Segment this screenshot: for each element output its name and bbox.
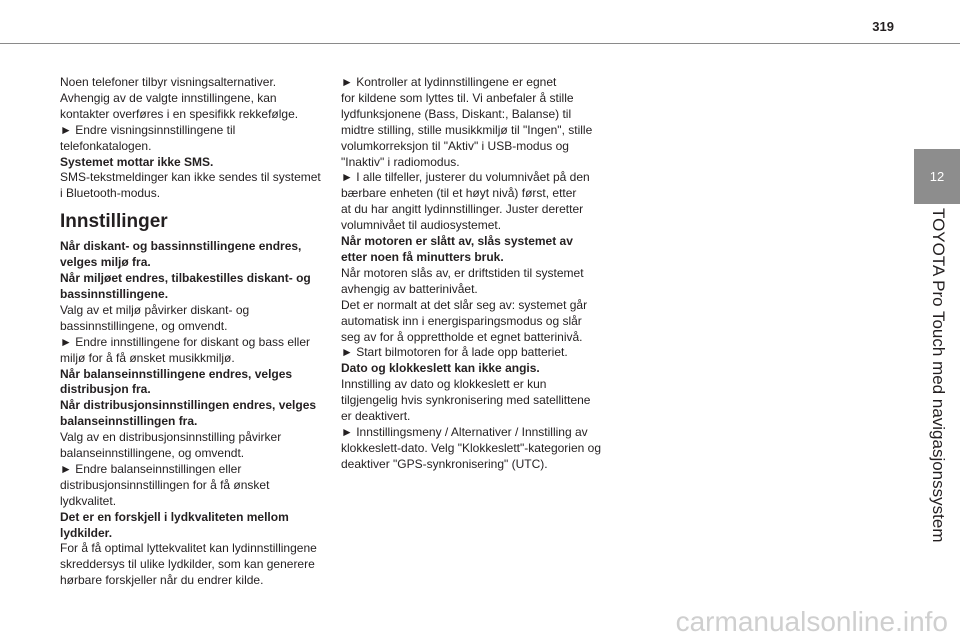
bold-text-line: balanseinnstillingen fra. [60, 414, 198, 429]
text-line: ► Endre visningsinnstillingene til [60, 122, 236, 137]
text-line: hørbare forskjeller når du endrer kilde. [60, 573, 264, 588]
bold-text-line: lydkilder. [60, 525, 113, 540]
text-line: ► Kontroller at lydinnstillingene er egnet [341, 75, 557, 89]
text-line: Valg av en distribusjonsinnstilling påvirker [60, 430, 282, 445]
text-line: Når motoren slås av, er driftstiden til systemet [341, 265, 584, 280]
text-line: lydkvalitet. [60, 493, 117, 508]
text-line: Valg av et miljø påvirker diskant- og [60, 302, 250, 317]
bold-text-line: Systemet mottar ikke SMS. [60, 154, 214, 169]
text-line: ► Endre innstillingene for diskant og bass eller [60, 334, 311, 349]
bold-text-line: Det er en forskjell i lydkvaliteten mellom [60, 509, 289, 524]
left-column [60, 75, 328, 589]
bold-text-line: distribusjon fra. [60, 382, 151, 397]
text-line: skreddersys til ulike lydkilder, som kan generere [60, 557, 315, 572]
bold-text-line: Dato og klokkeslett kan ikke angis. [341, 361, 540, 376]
bold-text-line: Når balanseinnstillingene endres, velges [60, 366, 293, 381]
text-line: Avhengig av de valgte innstillingene, kan [60, 90, 277, 105]
bold-text-line: Når motoren er slått av, slås systemet av [341, 234, 573, 249]
text-line: for kildene som lyttes til. Vi anbefaler å stille [341, 90, 574, 105]
text-line: distribusjonsinnstillingen for å få ønsket [60, 477, 270, 492]
bold-text-line: etter noen få minutters bruk. [341, 249, 504, 264]
text-line: ► Start bilmotoren for å lade opp batteriet. [341, 345, 568, 360]
header-rule [0, 43, 960, 44]
watermark: carmanualsonline.info [675, 606, 948, 637]
text-line: ► Innstillingsmeny / Alternativer / Innstilling av [341, 424, 588, 439]
text-line: bærbare enheten (til et høyt nivå) først, etter [341, 186, 577, 201]
text-line: SMS-tekstmeldinger kan ikke sendes til systemet [60, 170, 321, 185]
section-heading: Innstillinger [60, 211, 168, 233]
text-line: bassinnstillingene, og omvendt. [60, 318, 228, 333]
text-line: klokkeslett-dato. Velg "Klokkeslett"-kategorien og [341, 440, 601, 455]
text-line: ► I alle tilfeller, justerer du volumnivået på den [341, 170, 590, 185]
side-title: TOYOTA Pro Touch med navigasjonssystem [929, 208, 948, 543]
right-text-block [341, 75, 615, 473]
text-line: "Inaktiv" i radiomodus. [341, 154, 460, 169]
text-line: lydfunksjonene (Bass, Diskant:, Balanse) til [341, 106, 572, 121]
right-column [341, 75, 615, 473]
bold-text-line: bassinnstillingene. [60, 286, 169, 301]
chapter-number: 12 [929, 169, 945, 184]
settings-block [60, 239, 328, 589]
text-line: automatisk inn i energisparingsmodus og slår [341, 313, 582, 328]
bold-text-line: Når diskant- og bassinnstillingene endres, [60, 239, 302, 254]
text-line: ► Endre balanseinnstillingen eller [60, 461, 242, 476]
text-line: avhengig av batterinivået. [341, 281, 478, 296]
text-line: Det er normalt at det slår seg av: systemet går [341, 297, 588, 312]
text-line: midtre stilling, stille musikkmiljø til "Ingen", stille [341, 122, 593, 137]
text-line: tilgjengelig hvis synkronisering med satellittene [341, 393, 591, 408]
text-line: kontakter overføres i en spesifikk rekkefølge. [60, 106, 299, 121]
chapter-tab [914, 149, 960, 204]
bold-text-line: velges miljø fra. [60, 255, 151, 270]
text-line: telefonkatalogen. [60, 138, 152, 153]
bold-text-line: Når miljøet endres, tilbakestilles diskant- og [60, 271, 311, 286]
text-line: Innstilling av dato og klokkeslett er kun [341, 377, 547, 392]
text-line: i Bluetooth-modus. [60, 186, 161, 201]
text-line: miljø for å få ønsket musikkmiljø. [60, 350, 235, 365]
text-line: deaktiver "GPS-synkronisering" (UTC). [341, 456, 548, 471]
page-number: 319 [872, 19, 894, 34]
text-line: Noen telefoner tilbyr visningsalternativer. [60, 75, 277, 89]
bold-text-line: Når distribusjonsinnstillingen endres, velges [60, 398, 317, 413]
text-line: balanseinnstillingene, og omvendt. [60, 446, 245, 461]
text-line: volumnivået til audiosystemet. [341, 218, 502, 233]
text-line: volumkorreksjon til "Aktiv" i USB-modus og [341, 138, 569, 153]
intro-block [60, 75, 328, 202]
text-line: For å få optimal lyttekvalitet kan lydinnstillingene [60, 541, 317, 556]
text-line: seg av for å opprettholde et egnet batterinivå. [341, 329, 583, 344]
text-line: at du har angitt lydinnstillinger. Juster deretter [341, 202, 584, 217]
text-line: er deaktivert. [341, 409, 411, 424]
